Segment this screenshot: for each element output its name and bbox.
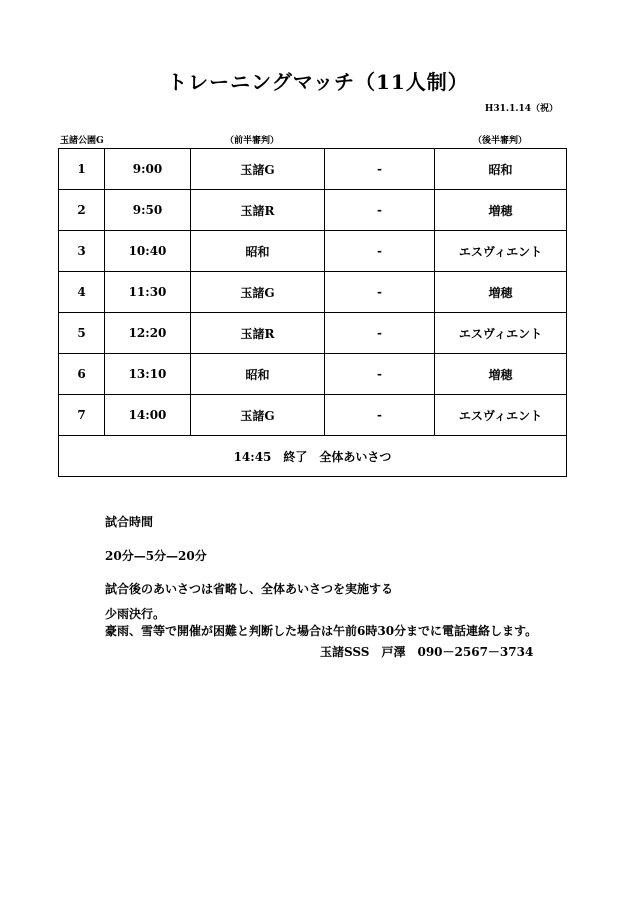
team-away: エスヴィエント [435,313,567,354]
team-home: 玉諸G [191,149,325,190]
team-home: 昭和 [191,354,325,395]
table-row [59,395,567,436]
match-time: 14:00 [105,395,191,436]
team-away: エスヴィエント [435,231,567,272]
greeting-note: 試合後のあいさつは省略し、全体あいさつを実施する [105,582,394,596]
match-number: 1 [59,149,105,190]
team-away: 昭和 [435,149,567,190]
team-away: 増穂 [435,272,567,313]
document-date: H31.1.14（祝） [484,104,558,114]
cancellation-note: 豪雨、雪等で開催が困難と判断した場合は午前6時30分までに電話連絡します。 [105,624,538,638]
table-row [59,354,567,395]
table-row [59,313,567,354]
versus-dash: - [325,149,435,190]
schedule-footer: 14:45 終了 全体あいさつ [59,436,567,477]
first-half-referee-header: （前半審判） [224,136,279,146]
versus-dash: - [325,395,435,436]
team-home: 玉諸G [191,272,325,313]
schedule-table [58,148,567,477]
versus-dash: - [325,354,435,395]
team-away: エスヴィエント [435,395,567,436]
team-home: 玉諸G [191,395,325,436]
match-number: 5 [59,313,105,354]
match-number: 4 [59,272,105,313]
match-number: 3 [59,231,105,272]
match-time: 9:00 [105,149,191,190]
table-row [59,272,567,313]
schedule-footer-row [59,436,567,477]
match-time-label: 試合時間 [105,515,154,529]
match-time-value: 20分—5分—20分 [105,549,207,563]
table-row [59,190,567,231]
versus-dash: - [325,190,435,231]
team-home: 玉諸R [191,190,325,231]
document-title: トレーニングマッチ（11人制） [167,70,469,94]
schedule-body [59,149,567,436]
match-time: 10:40 [105,231,191,272]
match-time: 13:10 [105,354,191,395]
match-time: 9:50 [105,190,191,231]
match-time: 12:20 [105,313,191,354]
team-away: 増穂 [435,354,567,395]
team-home: 玉諸R [191,313,325,354]
table-row [59,231,567,272]
versus-dash: - [325,231,435,272]
team-home: 昭和 [191,231,325,272]
team-away: 増穂 [435,190,567,231]
rain-policy-note: 少雨決行。 [105,607,166,621]
match-time: 11:30 [105,272,191,313]
venue-label: 玉諸公園G [60,136,104,146]
second-half-referee-header: （後半審判） [472,136,527,146]
table-row [59,149,567,190]
versus-dash: - [325,272,435,313]
match-number: 7 [59,395,105,436]
match-number: 6 [59,354,105,395]
contact-info: 玉諸SSS 戸澤 090－2567－3734 [320,645,534,659]
match-number: 2 [59,190,105,231]
versus-dash: - [325,313,435,354]
